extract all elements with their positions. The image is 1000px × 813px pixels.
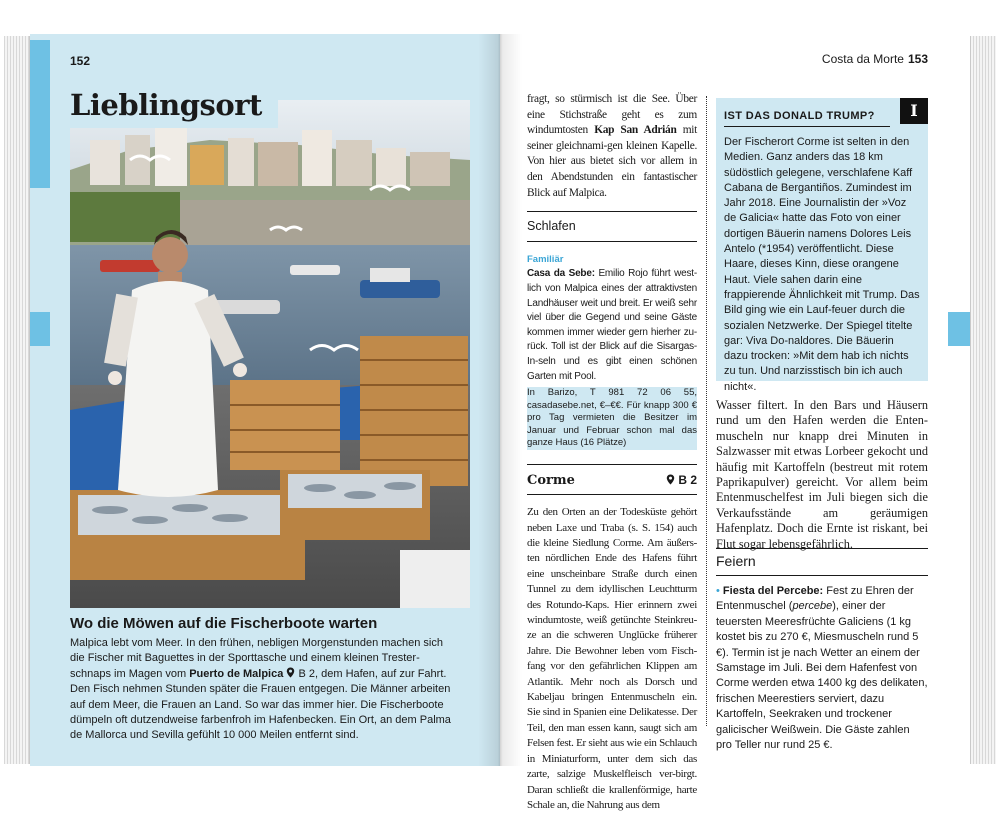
place-name: Puerto de Malpica [189, 667, 284, 680]
category-label: Familiär [527, 253, 564, 265]
schlafen-text: Casa da Sebe: Emilio Rojo führt west-lich von Malpica eines der attraktivsten Landhäuser weit und breit. Er weiß sehr viel über die Gegend und seine Gäste kommen immer wieder gern hierher zu-rück. Toll ist der Blick auf die Sisargas-In-seln und es gibt einen schönen Garten mit Pool. [527, 268, 697, 382]
harbor-scene [70, 100, 470, 608]
corme-heading-row [527, 465, 697, 495]
page-title: Lieblingsort [70, 88, 262, 122]
column-divider [706, 96, 707, 726]
section-heading-schlafen: Schlafen [527, 219, 576, 234]
running-head: Costa da Morte 153 [821, 52, 928, 66]
infobox [716, 98, 928, 393]
map-pin-icon [286, 668, 295, 680]
infobox-title: IST DAS DONALD TRUMP? [724, 110, 890, 127]
caption-text: Malpica lebt vom Meer. In den frühen, nebligen Morgenstunden machen sich die Fischer mit Baguettes in der Sporttasche und einem kleinen Trester-schnaps im Magen vom Puerto de Malpica B 2, dem Hafen, auf zur Fahrt. Den Fisch nehmen Stunden später die Frauen entgegen. Die Männer arbeiten auf dem Meer, die Frauen an Land. So war das immer hier. Die Fischerboote dümpeln oft dutzendweise farbenfroh im Hafenbecken. Ein Ort, an dem Palma de Mallorca und Sevilla gefühlt 10 000 Meilen entfernt sind. [70, 637, 451, 742]
feiern-text: • Fiesta del Percebe: Fest zu Ehren der Entenmuschel (percebe), einer der teuersten Meeresfrüchte Galiciens (1 kg kostet bis zu 270 €, Miesmuscheln rund 5 €). Termin ist je nach Wetter an einem der Samstage im Juli. Bei dem Hafenfest von Corme werden etwa 1400 kg des delikaten, frischen Meerestiers serviert, dazu Kartoffeln, Seekraken und trockener galicischer Weißwein. Die Gäste zahlen pro Teller nur rund 25 €. [716, 585, 928, 752]
info-badge-icon: I [900, 98, 928, 124]
caption-title: Wo die Möwen auf die Fischerboote warten [70, 615, 378, 632]
map-reference: B 2 [298, 667, 315, 680]
right-column-2-text: Wasser filtert. In den Bars und Häusern rund um den Hafen werden die Enten-muscheln nur knapp drei Minuten in Salzwasser mit etwas Lorbeer gekocht und häufig mit Kartoffeln (bestreut mit rotem Paprikapulver) gereicht. Vor allem beim Entenmuschelfest im Juli biegen sich die Verkaufsstände am geräumigen Hafenplatz. Doch die Ernte ist riskant, bei Flut sogar lebensgefährlich. [716, 398, 928, 551]
chapter-tab-top [30, 40, 50, 188]
schlafen-details: In Barizo, T 981 72 06 55, casadasebe.net, €–€€. Für knapp 300 € pro Tag vermieten die Besitzer im Januar und Februar schon mal das ganze Haus (16 Plätze) [527, 387, 697, 449]
page-edges-right [970, 36, 996, 764]
chapter-tab-marker-right [948, 312, 970, 346]
bullet-icon: • [716, 585, 720, 597]
map-pin-icon [666, 473, 675, 487]
corme-text: Zu den Orten an der Todesküste gehört neben Laxe und Traba (s. S. 154) auch die kleine Siedlung Corme. Am äußers-ten nördlichen Ende des Hafens führt eine unscheinbare Straße durch einen Tunnel zu dem idyllischen Leuchtturm des Rotundo-Kaps. Hier erinnern zwei windumtoste, weiß getünchte Steinkreu-ze an die schweren Unglücke früherer Jahre. Die Bewohner leben vom Fisch-fang vor den gefährlichen Klippen am Atlantik. Mehr noch als Dorsch und Kabeljau bringen Entenmuscheln ein. Sie sind in Spanien eine Delikatesse. Der Teil, den man essen kann, saugt sich am Felsen fest. Er sieht aus wie ein Schlauch in Miniaturform, unter dem sich das zarte, salzige Muskelfleisch ver-birgt. Daran schließt die krallenförmige, harte Schale an, die Nahrung aus dem [527, 506, 697, 811]
page-number-left: 152 [70, 54, 91, 68]
page-edges-left [4, 36, 30, 764]
section-heading-corme: Corme [527, 472, 575, 488]
page-number-right: 153 [907, 52, 928, 66]
intro-paragraph: fragt, so stürmisch ist die See. Über eine Stichstraße geht es zum windumtosten Kap San Adrián mit seiner gleichnami-gen kleinen Kapelle. Von hier aus bietet sich vor allem in den Abendstunden ein fantastischer Blick auf Malpica. [527, 93, 698, 199]
harbor-photo [70, 100, 470, 608]
chapter-tab-marker-left [30, 312, 50, 346]
infobox-text: Der Fischerort Corme ist selten in den Medien. Ganz anders das 18 km südöstlich gelegene, verschlafene Kaff Cabana de Bergantiños. Zumindest im Jahr 2018. Eine Journalistin der »Voz de Galicia« hatte das Foto von einer dortigen Bäuerin namens Dolores Leis Antelo (*1954) veröffentlicht. Diese Haare, dieses Kinn, diese orangene Haut. Viele sahen darin eine frappierende Ähnlichkeit mit Trump. Das Bild ging wie ein Lauf-feuer durch die sozialen Netzwerke. Der Spiegel titelte gar: Viva Do-naldores. Die Bäuerin dazu trocken: »Mit dem hab ich nichts zu tun. Und narzisstisch bin ich auch nicht«. [724, 136, 920, 393]
corme-map-ref: B 2 [666, 473, 697, 489]
section-heading-feiern: Feiern [716, 548, 928, 576]
right-column-1 [527, 92, 697, 813]
